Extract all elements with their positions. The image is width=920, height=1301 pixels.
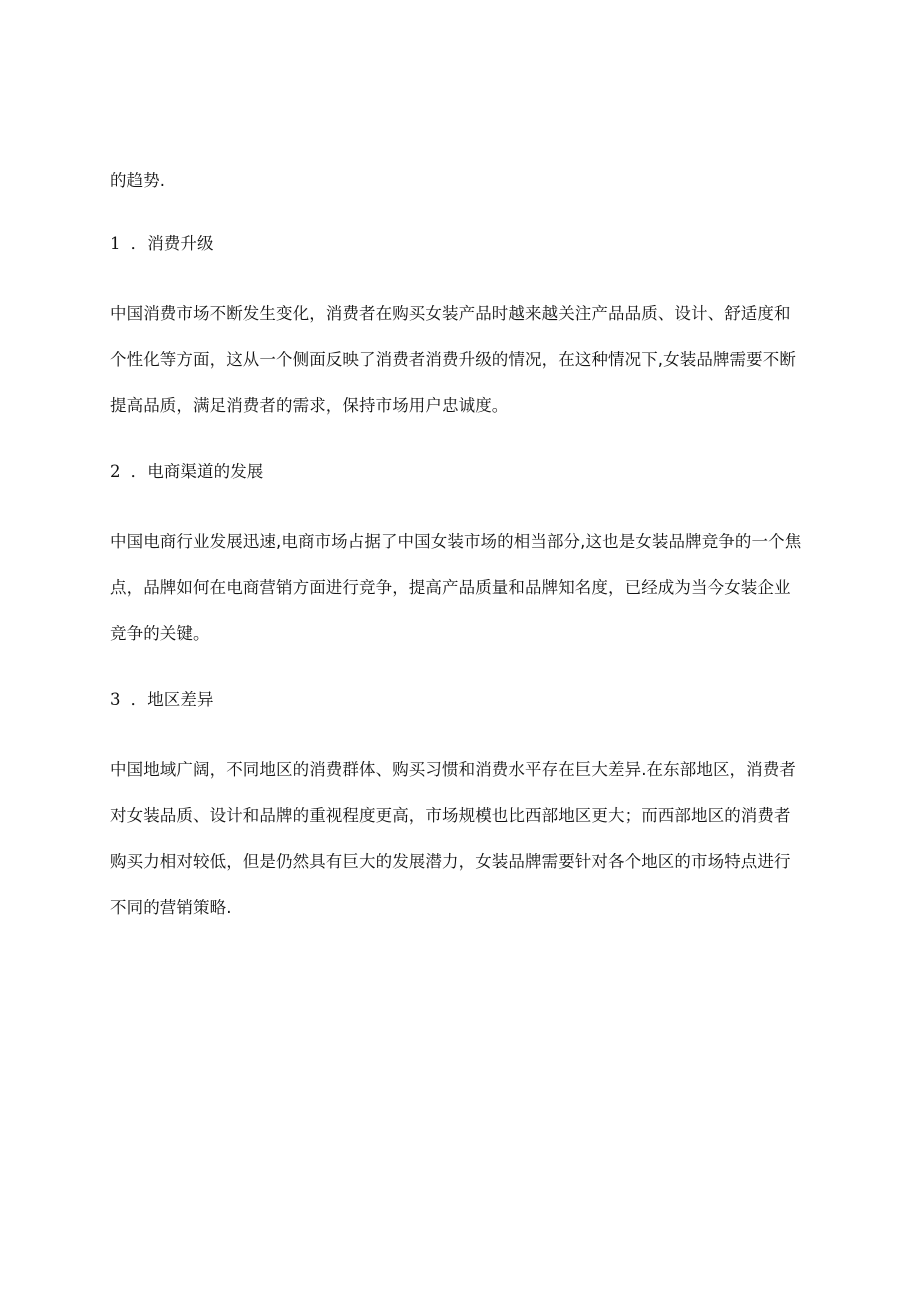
- section-3-line-3: 购买力相对较低，但是仍然具有巨大的发展潜力，女装品牌需要针对各个地区的市场特点进行: [110, 852, 791, 871]
- section-1-line-1: 中国消费市场不断发生变化，消费者在购买女装产品时越来越关注产品品质、设计、舒适度和: [110, 304, 791, 323]
- section-3-line-2: 对女装品质、设计和品牌的重视程度更高，市场规模也比西部地区更大；而西部地区的消费者: [110, 806, 791, 825]
- section-2-line-1: 中国电商行业发展迅速,电商市场占据了中国女装市场的相当部分,这也是女装品牌竞争的一个焦: [110, 532, 802, 551]
- section-3-number: 3: [110, 690, 121, 709]
- section-1-title: ．消费升级: [130, 234, 214, 253]
- section-2-heading: [110, 461, 263, 483]
- section-2-title: ．电商渠道的发展: [130, 462, 264, 481]
- section-3-title: ．地区差异: [130, 690, 214, 709]
- intro-tail-text: 的趋势.: [110, 171, 166, 190]
- section-1-number: 1: [110, 234, 121, 253]
- section-3-line-1: 中国地域广阔，不同地区的消费群体、购买习惯和消费水平存在巨大差异.在东部地区，消费者: [110, 760, 796, 779]
- section-2-line-3: 竞争的关键。: [110, 624, 210, 643]
- section-2-line-2: 点，品牌如何在电商营销方面进行竞争，提高产品质量和品牌知名度，已经成为当今女装企业: [110, 578, 791, 597]
- section-2-number: 2: [110, 462, 121, 481]
- section-3-line-4: 不同的营销策略.: [110, 898, 232, 917]
- section-1-line-3: 提高品质，满足消费者的需求，保持市场用户忠诚度。: [110, 396, 509, 415]
- section-3-heading: [110, 689, 214, 711]
- section-1-heading: [110, 233, 214, 255]
- section-1-line-2: 个性化等方面，这从一个侧面反映了消费者消费升级的情况，在这种情况下,女装品牌需要不断: [110, 350, 796, 369]
